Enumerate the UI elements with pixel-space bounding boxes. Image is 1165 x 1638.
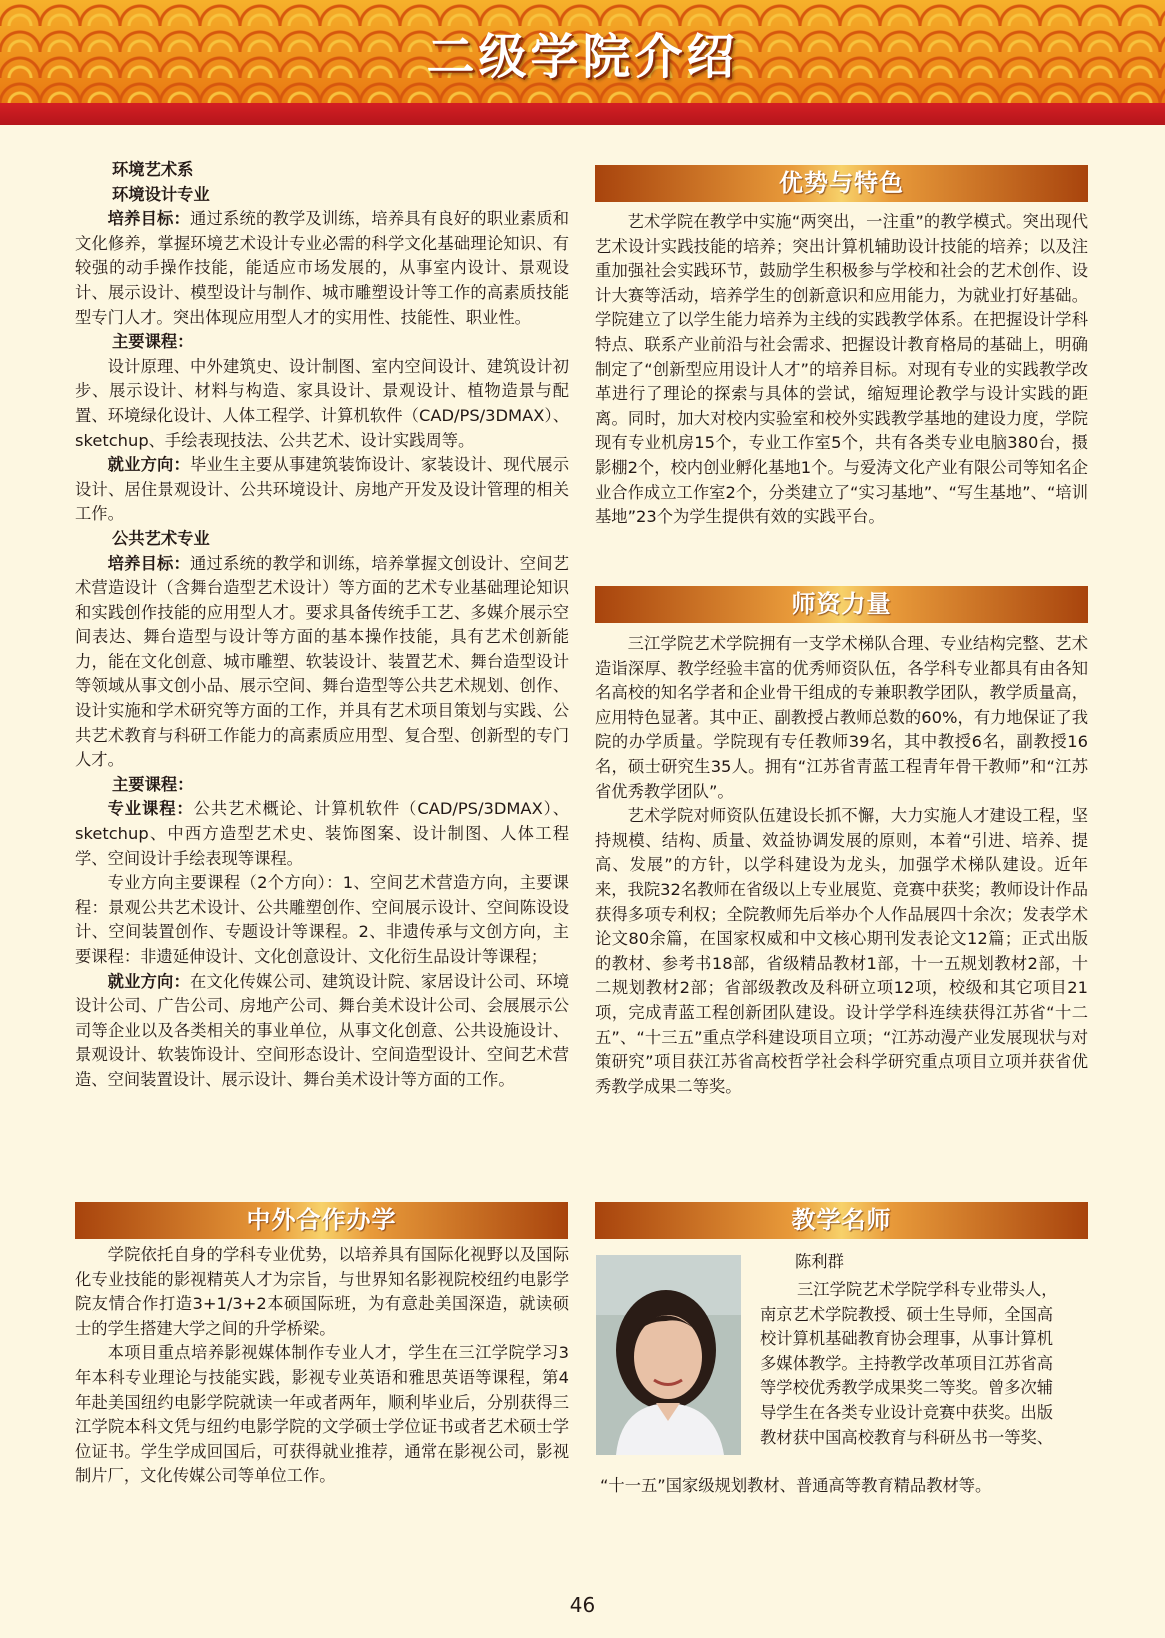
- major2-courses-label: 主要课程：: [112, 774, 194, 794]
- bio-line: 三江学院艺术学院学科专业带头人，: [797, 1280, 1058, 1299]
- career-text: 毕业生主要从事建筑装饰设计、家装设计、现代展示设计、居住景观设计、公共环境设计、房地产开发及设计管理的相关工作。: [75, 455, 569, 524]
- career-label: 就业方向：: [107, 455, 191, 475]
- advantage-section: [595, 210, 1088, 530]
- major1-goal: [75, 207, 569, 330]
- bio-line: 校计算机基础教育协会理事，从事计算机: [760, 1329, 1054, 1349]
- section-heading-coop: 中外合作办学: [75, 1202, 568, 1239]
- major1-courses-text: 设计原理、中外建筑史、设计制图、室内空间设计、建筑设计初步、展示设计、材料与构造、家具设计、景观设计、植物造景与配置、环境绿化设计、人体工程学、计算机软件（CAD/PS/3DMAX）、sketchup、手绘表现技法、公共艺术、设计实践周等。: [75, 356, 569, 450]
- bio-line: 导学生在各类专业设计竞赛中获奖。出版: [760, 1402, 1054, 1422]
- header-banner: [0, 0, 1165, 103]
- portrait-illustration: [596, 1255, 741, 1455]
- major2-goal: [75, 552, 569, 773]
- goal-text: 通过系统的教学及训练，培养具有良好的职业素质和文化修养，掌握环境艺术设计专业必需的科学文化基础理论知识、有较强的动手操作技能，能适应市场发展的，从事室内设计、景观设计、展示设计、模型设计与制作、城市雕塑设计等工作的高素质技能型专门人才。突出体现应用型人才的实用性、技能性、职业性。: [75, 209, 569, 327]
- faculty-paragraph-1: 三江学院艺术学院拥有一支学术梯队合理、专业结构完整、艺术造诣深厚、教学经验丰富的优秀师资队伍，各学科专业都具有由各知名高校的知名学者和企业骨干组成的专兼职教学团队，教学质量高，应用特色显著。其中正、副教授占教师总数的60%，有力地保证了我院的办学质量。学院现有专任教师39名，其中教授6名，副教授16名，硕士研究生35人。拥有“江苏省青蓝工程青年骨干教师”和“江苏省优秀教学团队”。: [595, 634, 1088, 801]
- career-label: 就业方向：: [107, 971, 191, 991]
- prof-courses-label: 专业课程：: [107, 799, 194, 819]
- left-column: [75, 158, 569, 1093]
- prof-courses-text: 公共艺术概论、计算机软件（CAD/PS/3DMAX）、sketchup、中西方造型艺术史、装饰图案、设计制图、人体工程学、空间设计手绘表现等课程。: [75, 799, 569, 868]
- goal-label: 培养目标：: [107, 553, 191, 573]
- coop-paragraph-1: 学院依托自身的学科专业优势，以培养具有国际化视野以及国际化专业技能的影视精英人才为宗旨，与世界知名影视院校纽约电影学院友情合作打造3+1/3+2本硕国际班，为有意赴美国深造，就读硕士的学生搭建大学之间的升学桥梁。: [75, 1245, 569, 1338]
- section-heading-teacher: 教学名师: [595, 1202, 1088, 1239]
- section-heading-advantage: 优势与特色: [595, 165, 1088, 202]
- bio-line: 等学校优秀教学成果奖二等奖。曾多次辅: [760, 1378, 1054, 1398]
- faculty-paragraph-2: 艺术学院对师资队伍建设长抓不懈，大力实施人才建设工程，坚持规模、结构、质量、效益协调发展的原则，本着“引进、培养、提高、发展”的方针，以学科建设为龙头，加强学术梯队建设。近年来，我院32名教师在省级以上专业展览、竞赛中获奖；教师设计作品获得多项专利权；全院教师先后举办个人作品展四十余次；发表学术论文80余篇，在国家权威和中文核心期刊发表论文12篇；正式出版的教材、参考书18部，省级精品教材1部，十一五规划教材2部，十二规划教材2部；省部级教改及科研立项12项，校级和其它项目21项，完成青蓝工程创新团队建设。设计学学科连续获得江苏省“十二五”、“十三五”重点学科建设项目立项；“江苏动漫产业发展现状与对策研究”项目获江苏省高校哲学社会科学研究重点项目立项并获省优秀教学成果二等奖。: [595, 806, 1088, 1096]
- dept-heading: 环境艺术系: [112, 160, 194, 179]
- major-heading-environment-design: 环境设计专业: [112, 184, 210, 204]
- major-heading-public-art: 公共艺术专业: [112, 528, 210, 548]
- major1-courses-label: 主要课程：: [112, 332, 194, 352]
- section-heading-faculty: 师资力量: [595, 586, 1088, 623]
- major2-direction-courses: 专业方向主要课程（2个方向）：1、空间艺术营造方向，主要课程：景观公共艺术设计、公共雕塑创作、空间展示设计、空间陈设设计、空间装置创作、专题设计等课程。2、非遗传承与文创方向，主要课程：非遗延伸设计、文化创意设计、文化衍生品设计等课程；: [75, 873, 569, 966]
- coop-paragraph-2: 本项目重点培养影视媒体制作专业人才，学生在三江学院学习3年本科专业理论与技能实践，影视专业英语和雅思英语等课程，第4年赴美国纽约电影学院就读一年或者两年，顺利毕业后，分别获得三江学院本科文凭与纽约电影学院的文学硕士学位证书或者艺术硕士学位证书。学生学成回国后，可获得就业推荐，通常在影视公司，影视制片厂，文化传媒公司等单位工作。: [75, 1343, 569, 1486]
- bio-line: 多媒体教学。主持教学改革项目江苏省高: [760, 1353, 1054, 1373]
- page-title: 二级学院介绍: [426, 29, 739, 85]
- major1-career: [75, 453, 569, 527]
- bio-line: 教材获中国高校教育与科研丛书一等奖、: [760, 1427, 1054, 1447]
- career-text: 在文化传媒公司、建筑设计院、家居设计公司、环境设计公司、广告公司、房地产公司、舞台美术设计公司、会展展示公司等企业以及各类相关的事业单位，从事文化创意、公共设施设计、景观设计、软装饰设计、空间形态设计、空间造型设计、空间艺术营造、空间装置设计、展示设计、舞台美术设计等方面的工作。: [75, 971, 569, 1089]
- advantage-paragraph: 艺术学院在教学中实施“两突出，一注重”的教学模式。突出现代艺术设计实践技能的培养；突出计算机辅助设计技能的培养；以及注重加强社会实践环节，鼓励学生积极参与学校和社会的艺术创作、设计大赛等活动，培养学生的创新意识和应用能力，为就业打好基础。学院建立了以学生能力培养为主线的实践教学体系。在把握设计学科特点、联系产业前沿与社会需求、把握设计教育格局的基础上，明确制定了“创新型应用设计人才”的培养目标。对现有专业的实践教学改革进行了理论的探索与具体的尝试，缩短理论教学与设计实践的距离。同时，加大对校内实验室和校外实践教学基地的建设力度，学院现有专业机房15个，专业工作室5个，共有各类专业电脑380台，摄影棚2个，校内创业孵化基地1个。与爱涛文化产业有限公司等知名企业合作成立工作室2个，分类建立了“实习基地”、“写生基地”、“培训基地”23个为学生提供有效的实践平台。: [595, 212, 1088, 527]
- major2-career: [75, 970, 569, 1093]
- teacher-photo: [596, 1255, 741, 1455]
- bio-line: 南京艺术学院教授、硕士生导师，全国高: [760, 1304, 1054, 1324]
- faculty-section: [595, 632, 1088, 1099]
- teacher-bio-last-line: “十一五”国家级规划教材、普通高等教育精品教材等。: [600, 1476, 992, 1495]
- header-red-band: [0, 103, 1165, 125]
- goal-label: 培养目标：: [107, 209, 191, 229]
- goal-text: 通过系统的教学和训练，培养掌握文创设计、空间艺术营造设计（含舞台造型艺术设计）等方面的艺术专业基础理论知识和实践创作技能的应用型人才。要求具备传统手工艺、多媒介展示空间表达、舞台造型与设计等方面的基本操作技能，具有艺术创新能力，能在文化创意、城市雕塑、软装设计、装置艺术、舞台造型设计等领域从事文创小品、展示空间、舞台造型等公共艺术规划、创作、设计实施和学术研究等方面的工作，并具有艺术项目策划与实践、公共艺术教育与科研工作能力的高素质应用型、复合型、创新型的专门人才。: [75, 553, 569, 770]
- page-number: 46: [569, 1593, 596, 1617]
- major2-prof-courses: [75, 797, 569, 871]
- teacher-bio: [760, 1278, 1090, 1450]
- coop-section: [75, 1243, 569, 1489]
- teacher-name: 陈利群: [795, 1252, 844, 1271]
